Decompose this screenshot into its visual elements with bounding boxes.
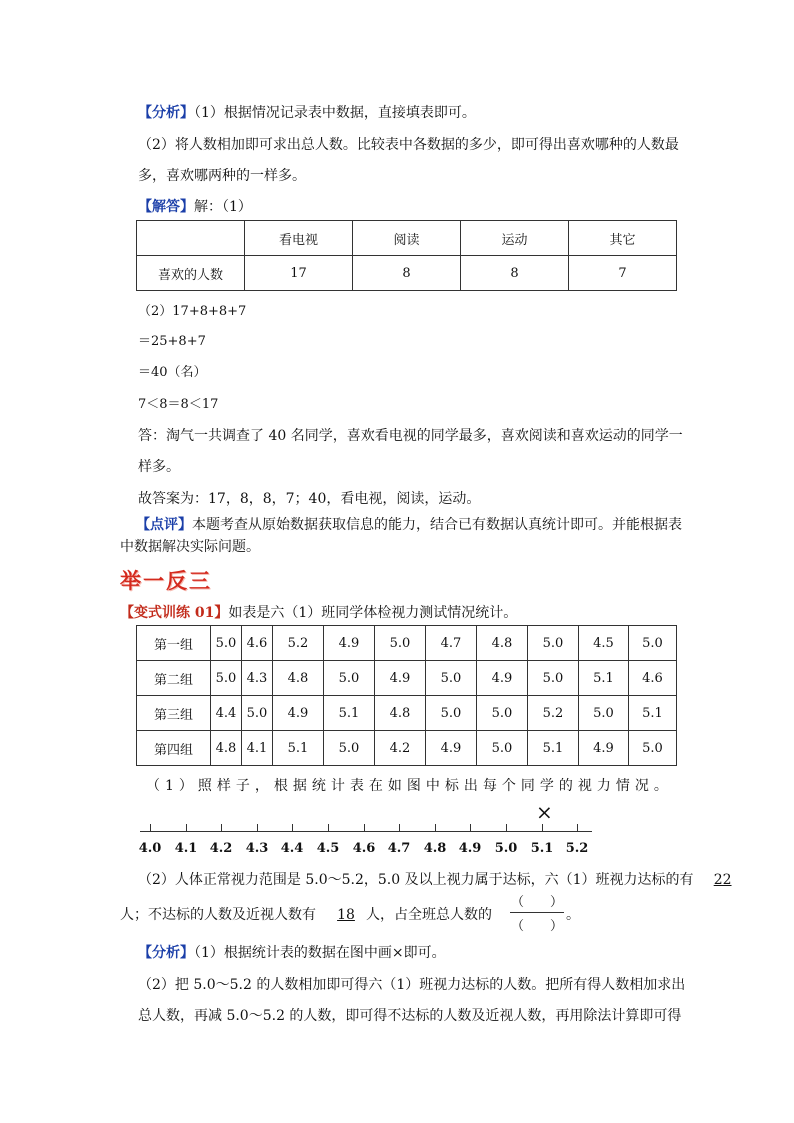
number-line-tick [186,824,187,832]
table-cell: 喜欢的人数 [137,256,245,291]
number-line-label: 4.6 [352,841,376,856]
table-header-cell [137,221,245,256]
number-line-axis [140,831,592,832]
number-line-label: 4.8 [423,841,447,856]
vision-value-cell: 4.2 [375,731,426,766]
exercise-tag: 【变式训练 01】 [120,605,229,621]
vision-value-cell: 5.0 [324,661,375,696]
exercise-heading [120,602,517,622]
fraction-blank [510,891,564,934]
number-line-tick [470,824,471,832]
number-line-label: 4.0 [138,841,162,856]
question-1: （1）照样子，根据统计表在如图中标出每个同学的视力情况。 [146,778,673,794]
cross-mark: × [536,800,553,824]
number-line-label: 4.3 [245,841,269,856]
vision-table [136,625,677,766]
vision-value-cell: 5.0 [477,731,528,766]
table-header-row [137,221,677,256]
vision-value-cell: 4.4 [211,696,242,731]
question-2-text: 人，占全班总人数的 [366,907,492,923]
answer-blank-qualified: 22 [713,872,732,888]
number-line-tick [150,824,151,832]
exercise-prompt: 如表是六（1）班同学体检视力测试情况统计。 [228,605,518,621]
table-header-cell: 看电视 [245,221,353,256]
calc-line: ＝40（名） [138,365,207,380]
final-answer: 故答案为：17，8，8，7；40，看电视，阅读，运动。 [138,491,481,507]
vision-value-cell: 5.1 [528,731,579,766]
number-line-label: 4.1 [174,841,198,856]
number-line-tick [221,824,222,832]
table-cell: 8 [461,256,569,291]
table-header-cell: 运动 [461,221,569,256]
vision-value-cell: 5.0 [426,696,477,731]
vision-value-cell: 5.0 [426,661,477,696]
group-label: 第三组 [137,696,211,731]
vision-value-cell: 5.0 [324,731,375,766]
vision-value-cell: 5.0 [629,626,677,661]
answer-heading [138,196,252,216]
vision-value-cell: 4.8 [375,696,426,731]
calc-line: ＝25+8+7 [138,334,206,349]
table-row [137,731,677,766]
vision-value-cell: 4.9 [375,661,426,696]
vision-value-cell: 4.8 [273,661,324,696]
vision-value-cell: 5.0 [528,661,579,696]
number-line-tick [577,824,578,832]
answer-tag: 【解答】 [138,199,194,215]
calc-line: （2）17+8+8+7 [138,304,247,319]
analysis-tag: 【分析】 [138,945,194,961]
analysis-line-2: （2）将人数相加即可求出总人数。比较表中各数据的多少，即可得出喜欢哪种的人数最 [138,137,679,153]
number-line-label: 4.5 [316,841,340,856]
vision-value-cell: 5.0 [211,661,242,696]
comment-paragraph [136,514,682,534]
fraction-denominator: （ ） [510,919,563,934]
comment-tag: 【点评】 [136,517,192,533]
group-label: 第二组 [137,661,211,696]
vision-value-cell: 5.0 [242,696,273,731]
vision-value-cell: 4.9 [426,731,477,766]
number-line-label: 4.9 [458,841,482,856]
number-line-tick [328,824,329,832]
question-2-text: 人；不达标的人数及近视人数有 [120,907,316,923]
vision-value-cell: 4.9 [579,731,629,766]
number-line-label: 4.2 [209,841,233,856]
vision-value-cell: 5.1 [324,696,375,731]
vision-value-cell: 5.0 [528,626,579,661]
question-2-line-2 [120,904,492,924]
vision-value-cell: 4.1 [242,731,273,766]
group-label: 第一组 [137,626,211,661]
table-header-cell: 其它 [569,221,677,256]
vision-value-cell: 5.0 [629,731,677,766]
vision-value-cell: 5.0 [375,626,426,661]
number-line-label: 4.4 [280,841,304,856]
question-2-line-1 [138,869,732,889]
analysis-line-3: 多，喜欢哪两种的一样多。 [138,168,306,184]
vision-value-cell: 5.0 [579,696,629,731]
analysis-line: （1）根据统计表的数据在图中画×即可。 [194,945,446,961]
number-line-label: 5.0 [494,841,518,856]
vision-value-cell: 4.9 [273,696,324,731]
number-line-tick [435,824,436,832]
table-row [137,256,677,291]
vision-value-cell: 4.3 [242,661,273,696]
vision-value-cell: 5.0 [211,626,242,661]
table-row [137,661,677,696]
analysis-tag: 【分析】 [138,105,194,121]
number-line-tick [364,824,365,832]
conclusion-line-2: 样多。 [138,459,180,475]
vision-value-cell: 4.6 [629,661,677,696]
question-2-end: 。 [566,907,580,923]
vision-value-cell: 4.5 [579,626,629,661]
vision-value-cell: 4.8 [477,626,528,661]
vision-value-cell: 4.9 [324,626,375,661]
number-line-tick [257,824,258,832]
number-line-tick [399,824,400,832]
preference-table [136,220,677,291]
fraction-bar [510,912,564,913]
vision-value-cell: 4.7 [426,626,477,661]
analysis-line: （1）根据情况记录表中数据，直接填表即可。 [194,105,476,121]
analysis-paragraph-1 [138,102,476,122]
vision-value-cell: 4.9 [477,661,528,696]
conclusion-line-1: 答：淘气一共调查了 40 名同学，喜欢看电视的同学最多，喜欢阅读和喜欢运动的同学一 [138,428,683,444]
calc-line: 7＜8＝8＜17 [138,397,219,412]
vision-value-cell: 5.2 [273,626,324,661]
question-2-text: （2）人体正常视力范围是 5.0～5.2，5.0 及以上视力属于达标，六（1）班视力达标的有 [138,872,694,888]
vision-value-cell: 5.1 [273,731,324,766]
number-line-tick [542,824,543,832]
vision-value-cell: 4.8 [211,731,242,766]
table-cell: 7 [569,256,677,291]
table-header-cell: 阅读 [353,221,461,256]
number-line-label: 5.2 [565,841,589,856]
answer-intro: 解：（1） [194,199,252,215]
vision-value-cell: 5.1 [579,661,629,696]
number-line-label: 5.1 [530,841,554,856]
section-title: 举一反三 [120,568,212,593]
vision-value-cell: 5.0 [477,696,528,731]
vision-value-cell: 5.1 [629,696,677,731]
table-cell: 17 [245,256,353,291]
group-label: 第四组 [137,731,211,766]
analysis-paragraph-2 [138,942,446,962]
answer-blank-unqualified: 18 [337,907,355,923]
analysis-line-3: 总人数，再减 5.0～5.2 的人数，即可得不达标的人数及近视人数，再用除法计算即可得 [138,1008,682,1024]
vision-value-cell: 5.2 [528,696,579,731]
analysis-line-2: （2）把 5.0～5.2 的人数相加即可得六（1）班视力达标的人数。把所有得人数相加求出 [138,977,686,993]
fraction-numerator: （ ） [510,895,563,910]
table-row [137,626,677,661]
comment-line-2: 中数据解决实际问题。 [120,539,260,555]
number-line-label: 4.7 [387,841,411,856]
table-cell: 8 [353,256,461,291]
number-line-tick [506,824,507,832]
vision-value-cell: 4.6 [242,626,273,661]
table-row [137,696,677,731]
number-line-tick [292,824,293,832]
comment-line: 本题考查从原始数据获取信息的能力，结合已有数据认真统计即可。并能根据表 [192,517,682,533]
